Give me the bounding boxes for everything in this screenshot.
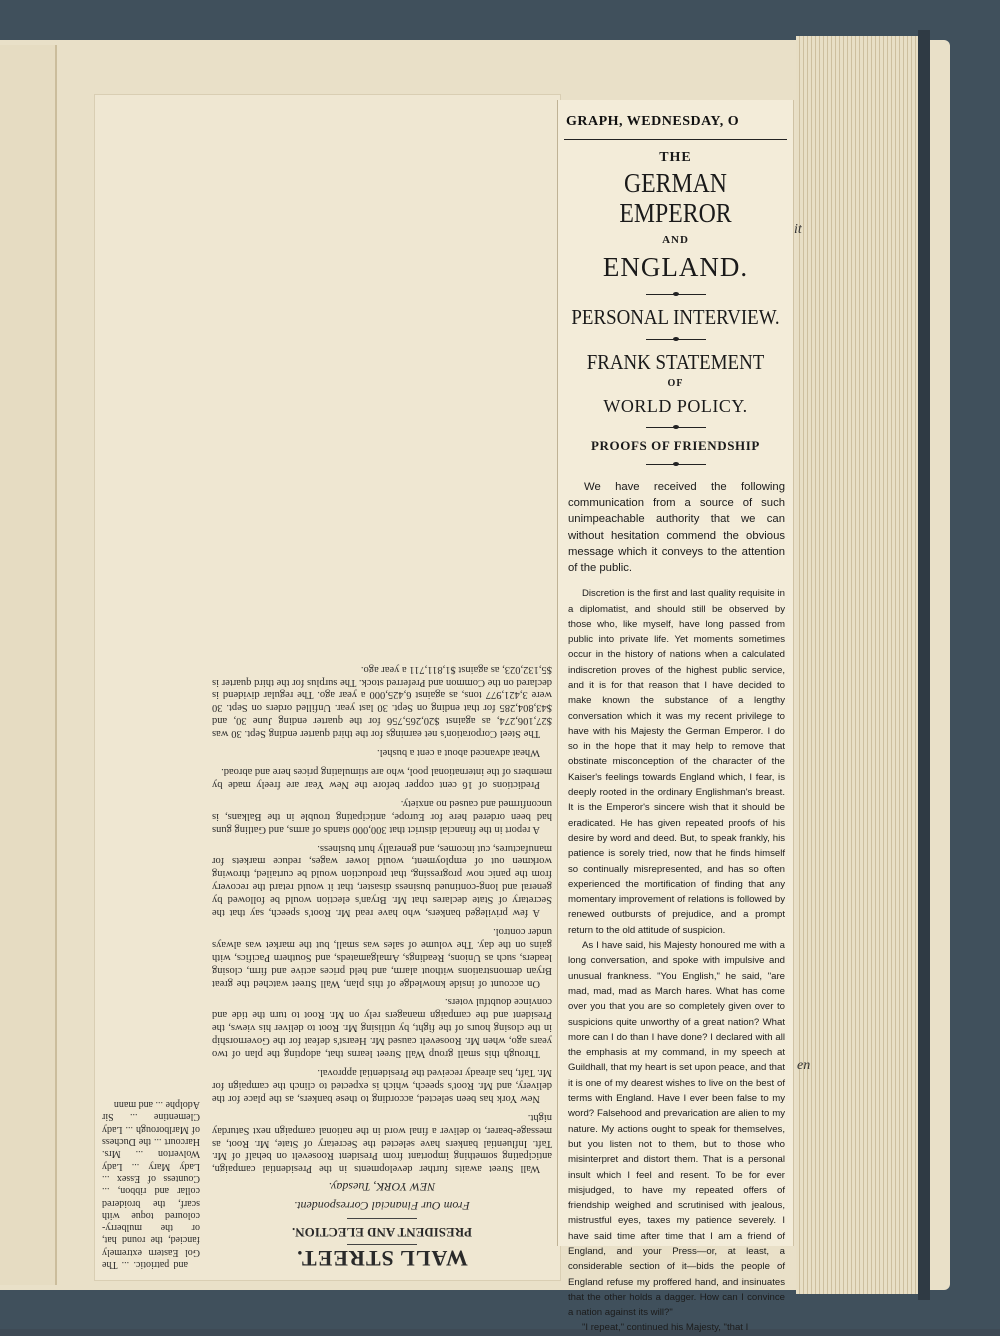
margin-fragment-en: en xyxy=(797,1058,811,1073)
newspaper-clipping xyxy=(557,100,794,1334)
headline-proofs: PROOFS OF FRIENDSHIP xyxy=(591,438,760,453)
paragraph: Wall Street awaits further developments in the Presidential campaign, anticipating something important from President Roosevelt on behalf of Mr. Taft. Influential bankers have selected the Secretary of State, Mr. Root, as message-bearer, to deliver a final word in the national campaign next Saturday night. xyxy=(212,1111,552,1175)
divider xyxy=(347,1244,417,1245)
wall-street-subtitle: PRESIDENT AND ELECTION. xyxy=(292,1225,473,1241)
paragraph: New York has been selected, according to these bankers, as the place for the delivery, and Mr. Root's speech, which is expected to clinch the campaign for Mr. Taft, has already received the Presidential approval. xyxy=(212,1067,552,1104)
paragraph: Discretion is the first and last quality requisite in a diplomatist, and should still be observed by those who, like myself, have long passed from public into private life. Yet moments sometimes occur in the history of nations when a calculated indiscretion proves of the highest public service, and it is for that reason that I have decided to make known the substance of a lengthy conversation which it was my recent privilege to have with his Majesty the German Emperor. I do so in the hope that it may help to remove that obstinate misconception of the character of the Kaiser's feelings towards England which, I fear, is deeply rooted in the ordinary Englishman's breast. It is the Emperor's sincere wish that it should be eradicated. He has given repeated proofs of his desire by word and deed. But, to speak frankly, his patience is sorely tried, now that he finds himself so continually misrepresented, and has so often experienced the mortification of finding that any momentary improvement of relations is followed by renewed outbursts of prejudice, and a prompt return to the old attitude of suspicion. xyxy=(568,588,785,936)
paragraph: Through this small group Wall Street learns that, adopting the plan of two years ago, when Mr. Roosevelt caused Mr. Hearst's defeat for the Governorship in the closing hours of the fight, by utilising Mr. Root to deliver his views, the President and the campaign managers rely on Mr. Root to turn the tide and convince doubtful voters. xyxy=(212,996,552,1060)
headline-personal-interview: PERSONAL INTERVIEW. xyxy=(571,305,780,329)
headline-german-emperor: GERMAN EMPEROR xyxy=(619,168,732,228)
margin-fragment-it: it xyxy=(794,222,802,237)
paragraph: A report in the financial district that 300,000 stands of arms, and Gatling guns had been ordered here for Europe, anticipating trouble in the Balkans, is unconfirmed and caused no anxiety. xyxy=(212,797,552,835)
side-text: and patriotic. ... The Gol Eastern extremely fancied, the round hat, or the mulberry-coloured toque with scarf, the broidered collar and ribbon, ... Countess of Essex ... Lady Mary ... Lady Wolverton ... Mrs. Harcourt ... the Duchess of Marlborough ... Lady Clementine ... Sir Adolphe ... and mann xyxy=(102,1099,200,1270)
paragraph: Predictions of 16 cent copper before the New Year are freely made by members of the international pool, who are stimulating prices here and abroad. xyxy=(212,766,552,790)
inverted-side-column xyxy=(102,1092,200,1270)
left-page-edge xyxy=(0,45,57,1285)
byline: From Our Financial Correspondent. xyxy=(294,1199,470,1214)
headline-of: OF xyxy=(667,378,684,389)
paragraph: "I repeat," continued his Majesty, "that I xyxy=(582,1322,749,1334)
headline-the: THE xyxy=(659,150,692,165)
lead-paragraph: We have received the following communication from a source of such unimpeachable authority that we can without hesitation commend the obvious message which it conveys to the attention of the public. xyxy=(568,481,785,575)
divider xyxy=(347,1218,417,1219)
headline-frank-statement: FRANK STATEMENT xyxy=(586,350,765,374)
dateline: NEW YORK, Tuesday. xyxy=(328,1180,436,1195)
divider xyxy=(646,339,706,340)
divider xyxy=(646,427,706,428)
headline-block xyxy=(558,150,793,465)
paragraph: On account of inside knowledge of this plan, Wall Street watched the great Bryan demonstrations without alarm, and held prices active and firm, closing leaders, such as Unions, Readings, Amalgamateds, and Southern Pacifics, with gains on the day. The volume of sales was small, but the market was always under control. xyxy=(212,925,552,989)
page-edges xyxy=(796,36,921,1294)
divider xyxy=(646,464,706,465)
inverted-clipping-content xyxy=(95,95,560,1280)
paragraph: The Steel Corporation's net earnings for the third quarter ending Sept. 30 was $27,106,274, as against $20,265,756 for the quarter ending June 30, and $43,804,285 for that ending on Sept. 30 last year. Unfilled orders on Sept. 30 were 3,421,977 tons, as against 6,425,000 a year ago. The regular dividend is declared on the Common and Preferred stock. The surplus for the third quarter is $5,132,023, as against $1,811,711 a year ago. xyxy=(212,663,552,740)
inverted-main-column xyxy=(212,656,552,1270)
masthead: GRAPH, WEDNESDAY, O xyxy=(566,114,740,129)
article-body xyxy=(568,586,785,1336)
headline-world-policy: WORLD POLICY. xyxy=(603,396,748,416)
divider xyxy=(646,294,706,295)
masthead-rule xyxy=(564,139,787,140)
inverted-clipping xyxy=(95,95,560,1280)
paragraph: A few privileged bankers, who have read Mr. Root's speech, say that the Secretary of State declares that Mr. Bryan's election would be followed by general and long-continued business disaster, that it would retard the recovery from the panic now progressing, that production would be curtailed, throwing workmen out of employment, would lower wages, reduce markets for manufactures, cut incomes, and generally hurt business. xyxy=(212,842,552,919)
book-spine-edge xyxy=(918,30,930,1300)
paragraph: Wheat advanced about a cent a bushel. xyxy=(377,747,540,759)
paragraph: As I have said, his Majesty honoured me with a long conversation, and spoke with impulsive and unusual frankness. "You English," he said, "are mad, mad, mad as March hares. What has come over you that you are so completely given over to suspicions quite unworthy of a great nation? What more can I do than I have done? I declared with all the emphasis at my command, in my speech at Guildhall, that my heart is set upon peace, and that it is one of my dearest wishes to live on the best of terms with England. Have I ever been false to my word? Falsehood and prevarication are alien to my nature. My actions ought to speak for themselves, but you listen not to them, but to those who misinterpret and distort them. That is a personal insult which I feel and resent. To be for ever misjudged, to have my repeated offers of friendship weighed and scrutinised with jealous, mistrustful eyes, taxes my patience severely. I have said time after time that I am a friend of England, and your Press—or, at least, a considerable section of it—bids the people of England refuse my proffered hand, and insinuates that the other holds a dagger. How can I convince a nation against its will?" xyxy=(568,940,785,1319)
headline-england: ENGLAND. xyxy=(602,252,749,282)
wall-street-title: WALL STREET. xyxy=(296,1246,468,1271)
headline-and: AND xyxy=(662,234,689,246)
